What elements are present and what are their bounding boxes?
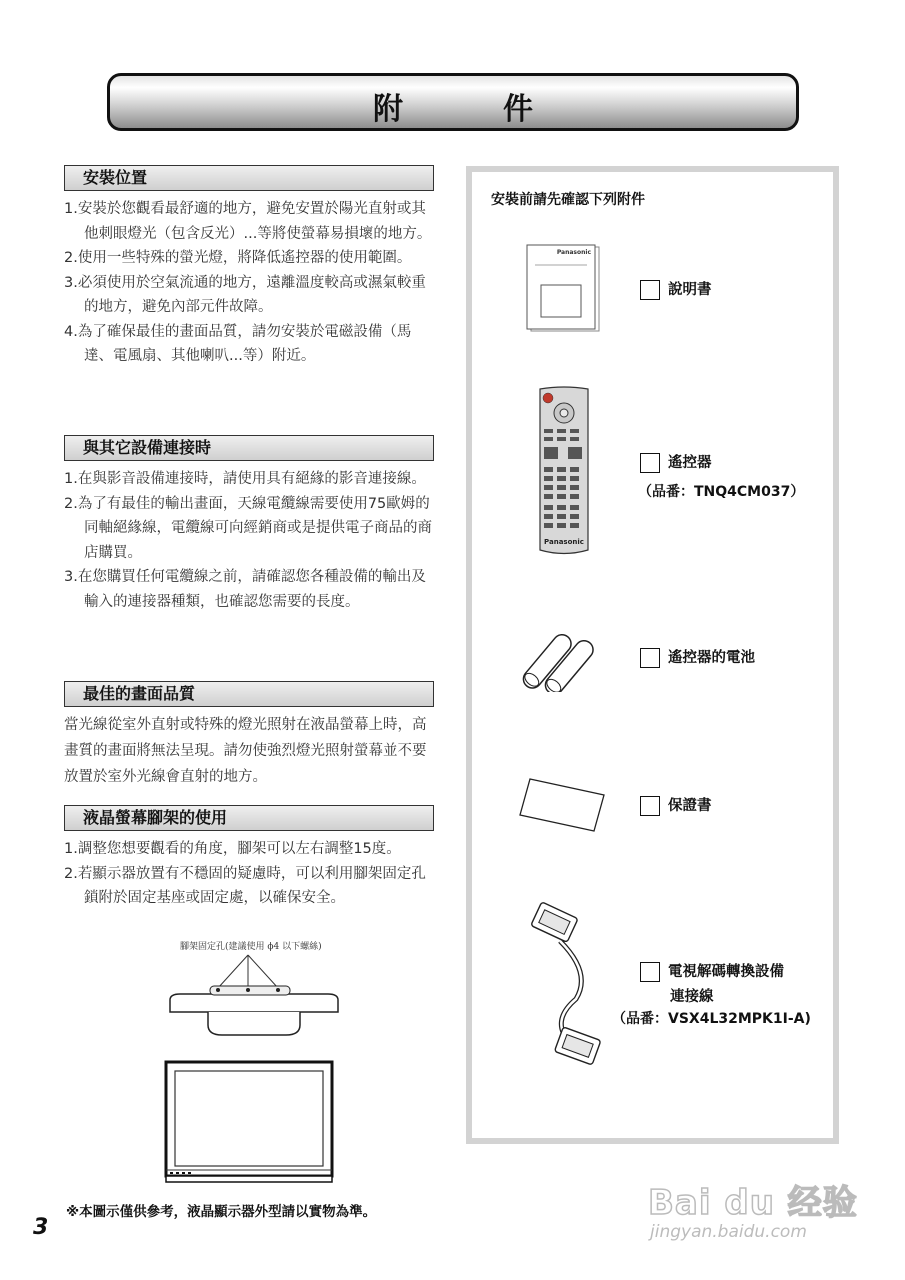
title-banner bbox=[107, 73, 799, 131]
remote-part-number: （品番：TNQ4CM037） bbox=[638, 484, 805, 500]
section-connect-devices bbox=[64, 435, 434, 614]
section-install-location bbox=[64, 165, 434, 369]
list-item: 2.使用一些特殊的螢光燈，將降低遙控器的使用範圍。 bbox=[64, 250, 412, 266]
section-heading: 液晶螢幕腳架的使用 bbox=[64, 805, 434, 831]
accessory-batteries: 遙控器的電池 bbox=[640, 646, 755, 668]
stand-usage-list bbox=[64, 837, 434, 911]
picture-quality-text: 當光線從室外直射或特殊的燈光照射在液晶螢幕上時，高畫質的畫面將無法呈現。請勿使強烈燈光照射螢幕並不要放置於室外光線會直射的地方。 bbox=[64, 717, 427, 785]
checkbox[interactable] bbox=[640, 796, 660, 816]
batteries-illustration bbox=[518, 622, 608, 692]
section-picture-quality bbox=[64, 681, 434, 790]
list-item: 2.若顯示器放置有不穩固的疑慮時，可以利用腳架固定孔鎖附於固定基座或固定處，以確保安全。 bbox=[64, 865, 426, 906]
cable-part-number: （品番：VSX4L32MPK1I-A) bbox=[612, 1011, 811, 1027]
install-location-list bbox=[64, 197, 434, 369]
panel-title: 安裝前請先確認下列附件 bbox=[491, 192, 645, 208]
stand-diagram bbox=[160, 950, 350, 1190]
list-item: 3.必須使用於空氣流通的地方，遠離溫度較高或濕氣較重的地方，避免內部元件故障。 bbox=[64, 274, 426, 315]
section-stand-usage bbox=[64, 805, 434, 911]
watermark-url: jingyan.baidu.com bbox=[650, 1222, 807, 1242]
list-item: 1.調整您想要觀看的角度，腳架可以左右調整15度。 bbox=[64, 841, 401, 857]
accessory-cable-line2: 連接線 bbox=[670, 989, 714, 1005]
section-heading: 與其它設備連接時 bbox=[64, 435, 434, 461]
list-item: 3.在您購買任何電纜線之前，請確認您各種設備的輸出及輸入的連接器種類，也確認您需要的長度。 bbox=[64, 569, 426, 610]
accessory-cable: 電視解碼轉換設備 bbox=[640, 960, 784, 982]
connect-devices-list bbox=[64, 467, 434, 614]
page-title: 附件 bbox=[373, 92, 633, 127]
accessory-remote: 遙控器 bbox=[640, 451, 712, 473]
checkbox[interactable] bbox=[640, 962, 660, 982]
checkbox[interactable] bbox=[640, 453, 660, 473]
section-heading: 最佳的畫面品質 bbox=[64, 681, 434, 707]
manual-illustration bbox=[525, 243, 603, 335]
list-item: 2.為了有最佳的輸出畫面，天線電纜線需要使用75歐姆的同軸絕緣線，電纜線可向經銷商或是提供電子商品的商店購買。 bbox=[64, 495, 432, 561]
cable-illustration bbox=[520, 895, 610, 1070]
remote-illustration bbox=[536, 385, 592, 560]
list-item: 1.在與影音設備連接時，請使用具有絕緣的影音連接線。 bbox=[64, 471, 426, 487]
accessory-warranty: 保證書 bbox=[640, 794, 712, 816]
manual-brand: Panasonic bbox=[556, 249, 591, 256]
remote-brand: Panasonic bbox=[544, 538, 584, 546]
list-item: 1.安裝於您觀看最舒適的地方，避免安置於陽光直射或其他刺眼燈光（包含反光）...等將使螢幕易損壞的地方。 bbox=[64, 201, 432, 242]
page-number: 3 bbox=[33, 1215, 49, 1240]
warranty-illustration bbox=[518, 775, 608, 835]
accessory-manual: 說明書 bbox=[640, 278, 712, 300]
checkbox[interactable] bbox=[640, 648, 660, 668]
disclaimer-note: ※本圖示僅供參考，液晶顯示器外型請以實物為準。 bbox=[66, 1204, 377, 1220]
checkbox[interactable] bbox=[640, 280, 660, 300]
list-item: 4.為了確保最佳的畫面品質，請勿安裝於電磁設備（馬達、電風扇、其他喇叭...等）附近。 bbox=[64, 323, 412, 364]
section-heading: 安裝位置 bbox=[64, 165, 434, 191]
stand-diagram-caption: 腳架固定孔(建議使用 ϕ4 以下螺絲) bbox=[180, 942, 322, 952]
watermark-logo: Bai du 经验 bbox=[648, 1183, 858, 1223]
